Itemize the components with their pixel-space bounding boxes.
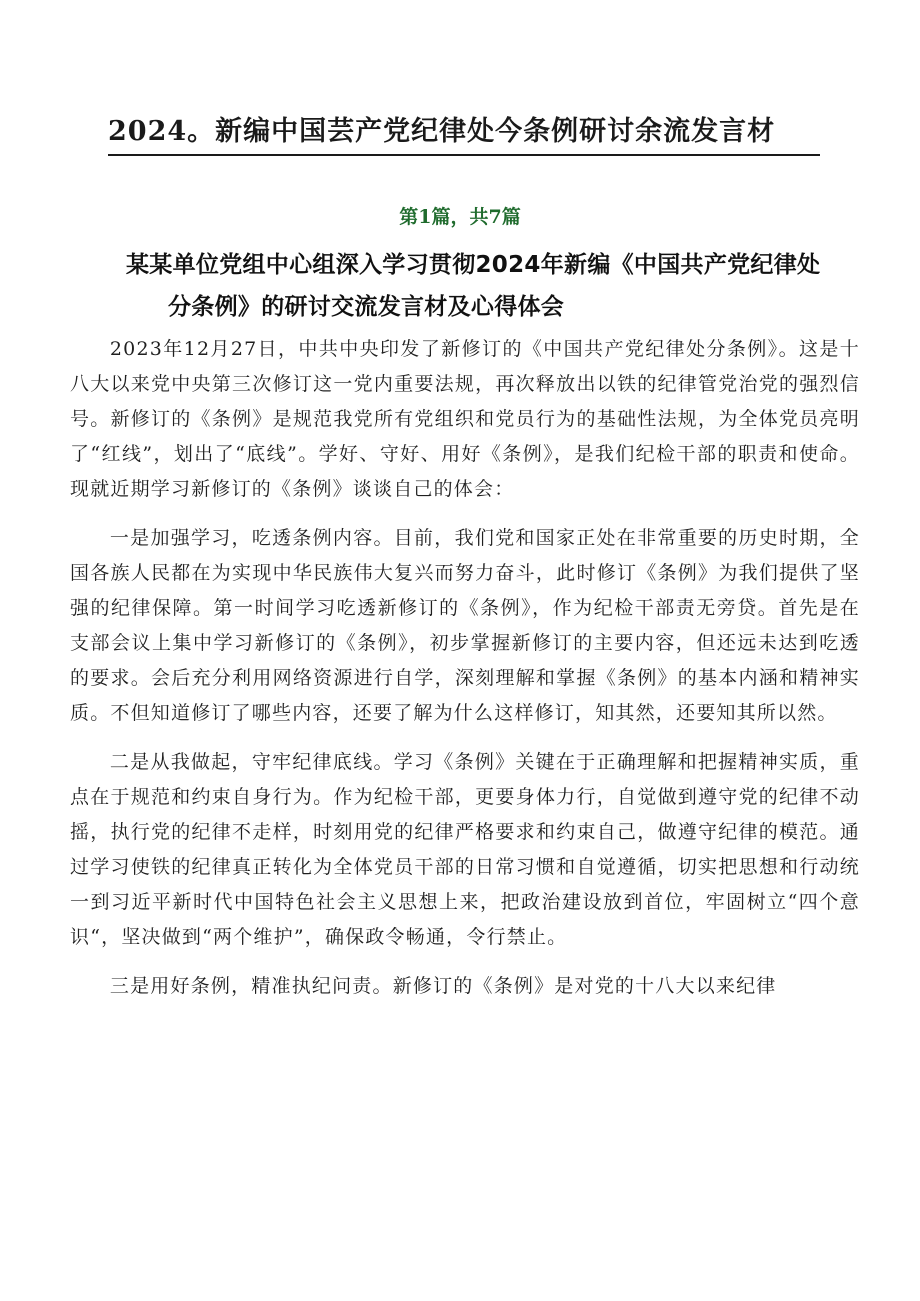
article-title-line-1: 某某单位党组中心组深入学习贯彻2024年新编《中国共产党纪律处 [126, 252, 821, 278]
paragraph-point-two: 二是从我做起，守牢纪律底线。学习《条例》关键在于正确理解和把握精神实质，重点在于规范和约束自身行为。作为纪检干部，更要身体力行，自觉做到遵守党的纪律不动摇，执行党的纪律不走样，时刻用党的纪律严格要求和约束自己，做遵守纪律的模范。通过学习使铁的纪律真正转化为全体党员干部的日常习惯和自觉遵循，切实把思想和行动统一到习近平新时代中国特色社会主义思想上来，把政治建设放到首位，牢固树立“四个意识“，坚决做到“两个维护”，确保政令畅通，令行禁止。 [70, 751, 860, 948]
document-title: 2024。新编中国芸产党纪律处今条例研讨余流发言材 [108, 112, 820, 156]
article-title-line-2: 分条例》的研讨交流发言材及心得体会 [168, 294, 565, 320]
paragraph-point-three: 三是用好条例，精准执纪问责。新修订的《条例》是对党的十八大以来纪律 [109, 975, 777, 997]
paragraph-intro: 2023年12月27日，中共中央印发了新修订的《中国共产党纪律处分条例》。这是十八大以来党中央第三次修订这一党内重要法规，再次释放出以铁的纪律管党治党的强烈信号。新修订的《条例》是规范我党所有党组织和党员行为的基础性法规，为全体党员亮明了“红线”，划出了“底线”。学好、守好、用好《条例》，是我们纪检干部的职责和使命。现就近期学习新修订的《条例》谈谈自己的体会： [70, 338, 860, 500]
part-label: 第1篇，共7篇 [399, 206, 521, 228]
article-body [70, 332, 860, 1018]
paragraph-point-one: 一是加强学习，吃透条例内容。目前，我们党和国家正处在非常重要的历史时期，全国各族人民都在为实现中华民族伟大复兴而努力奋斗，此时修订《条例》为我们提供了坚强的纪律保障。第一时间学习吃透新修订的《条例》，作为纪检干部责无旁贷。首先是在支部会议上集中学习新修订的《条例》，初步掌握新修订的主要内容，但还远未达到吃透的要求。会后充分利用网络资源进行自学，深刻理解和掌握《条例》的基本内涵和精神实质。不但知道修订了哪些内容，还要了解为什么这样修订，知其然，还要知其所以然。 [70, 527, 860, 724]
article-title [126, 244, 866, 328]
